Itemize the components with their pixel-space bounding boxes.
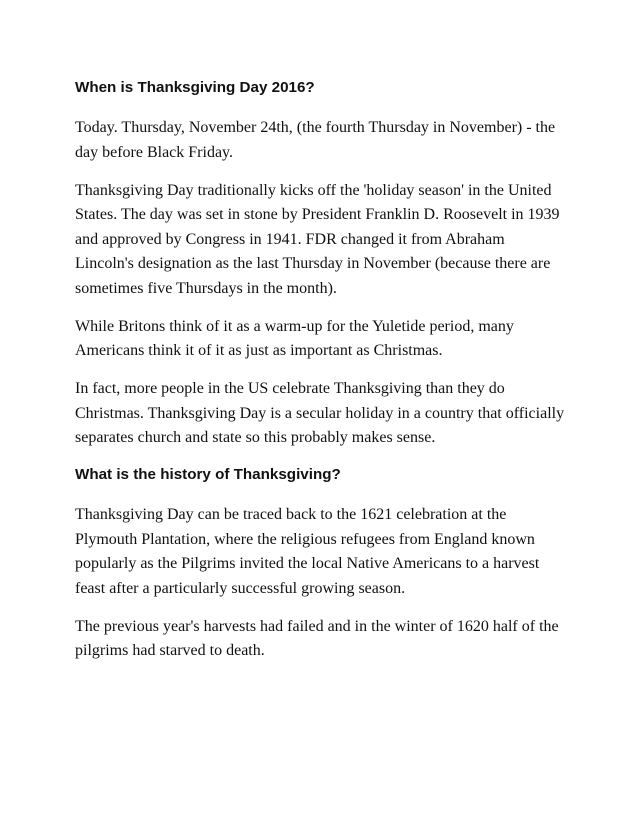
heading-when-is-thanksgiving: When is Thanksgiving Day 2016? [75, 79, 315, 96]
paragraph-in-fact: In fact, more people in the US celebrate Thanksgiving than they do Christmas. Thanksgiving Day is a secular holiday in a country that officially separates church and state so this probably makes sense. [75, 380, 565, 446]
paragraph-holiday-season: Thanksgiving Day traditionally kicks off the 'holiday season' in the United States. The day was set in stone by President Franklin D. Roosevelt in 1939 and approved by Congress in 1941. FDR changed it from Abraham Lincoln's designation as the last Thursday in November (because there are sometimes five Thursdays in the month). [75, 181, 560, 297]
paragraph-britons: While Britons think of it as a warm-up for the Yuletide period, many Americans think it of it as just as important as Christmas. [75, 317, 514, 359]
paragraph-today: Today. Thursday, November 24th, (the fourth Thursday in November) - the day before Black Friday. [75, 119, 556, 161]
heading-history-of-thanksgiving: What is the history of Thanksgiving? [75, 466, 341, 483]
paragraph-plymouth: Thanksgiving Day can be traced back to the 1621 celebration at the Plymouth Plantation, where the religious refugees from England known popularly as the Pilgrims invited the local Native Americans to a harvest feast after a particularly successful growing season. [75, 506, 540, 597]
paragraph-previous-year: The previous year's harvests had failed and in the winter of 1620 half of the pilgrims had starved to death. [75, 617, 559, 659]
document-body [75, 77, 567, 677]
